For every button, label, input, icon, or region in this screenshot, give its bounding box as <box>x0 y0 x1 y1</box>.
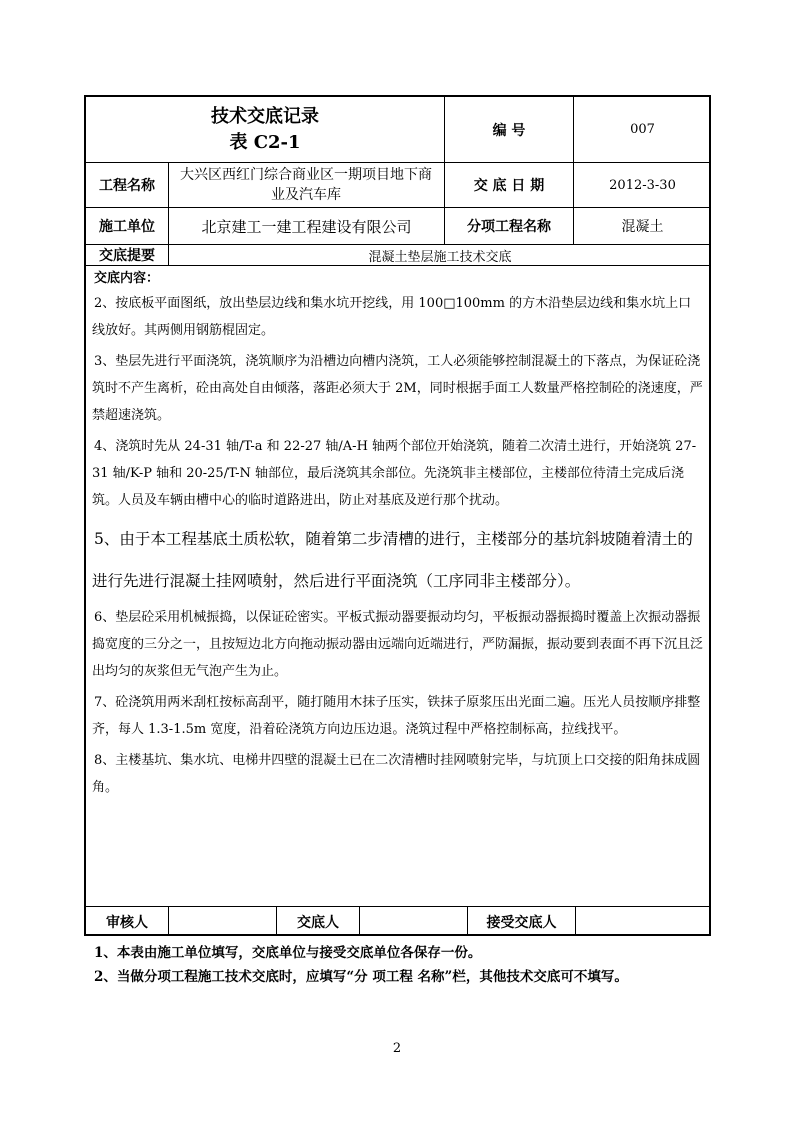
content-paragraph: 3、垫层先进行平面浇筑，浇筑顺序为沿槽边向槽内浇筑，工人必须能够控制混凝土的下落点，为保证砼浇筑时不产生离析，砼由高处自由倾落，落距必须大于 2M，同时根据手面工人数量严格控制砼的浇速度，严禁超速浇筑。 <box>92 354 703 423</box>
row-divider <box>86 265 709 266</box>
content-heading: 交底内容： <box>94 271 160 286</box>
form-title <box>86 97 444 162</box>
note-item: 2、当做分项工程施工技术交底时，应填写“分 项工程 名称”栏，其他技术交底可不填写。 <box>94 969 628 985</box>
page-number: 2 <box>392 1041 402 1056</box>
content-paragraph: 2、按底板平面图纸，放出垫层边线和集水坑开挖线，用 100□100mm 的方木沿垫层边线和集水坑上口线放好。其两侧用钢筋棍固定。 <box>92 296 692 338</box>
content-paragraph: 8、主楼基坑、集水坑、电梯井四壁的混凝土已在二次清槽时挂网喷射完毕，与坑顶上口交接的阳角抹成圆角。 <box>92 753 701 795</box>
form-notes <box>94 941 714 989</box>
receiver-signature-field <box>576 907 711 936</box>
summary-label: 交底提要 <box>99 248 155 264</box>
project-name-label: 工程名称 <box>99 178 155 194</box>
disclosure-form <box>84 95 711 936</box>
contractor-label: 施工单位 <box>99 219 155 235</box>
content-paragraph: 4、浇筑时先从 24-31 轴/T-a 和 22-27 轴/A-H 轴两个部位开始浇筑，随着二次清土进行，开始浇筑 27-31 轴/K-P 轴和 20-25/T-N 轴部位，最后浇筑其余部位。先浇筑非主楼部位，主楼部位待清土完成后浇筑。人员及车辆由槽中心的临时道路进出，防止对基底及逆行那个扰动。 <box>92 439 697 508</box>
note-item: 1、本表由施工单位填写，交底单位与接受交底单位各保存一份。 <box>94 945 482 961</box>
form-title-main: 技术交底记录 <box>211 105 319 127</box>
subitem-value: 混凝土 <box>621 219 664 235</box>
number-value: 007 <box>630 122 655 137</box>
project-name-value: 大兴区西红门综合商业区一期项目地下商业及汽车库 <box>180 167 432 203</box>
date-label: 交 底 日 期 <box>473 178 545 194</box>
content-paragraph: 7、砼浇筑用两米刮杠按标高刮平，随打随用木抹子压实，铁抹子原浆压出光面二遍。压光人员按顺序排整齐，每人 1.3-1.5m 宽度，沿着砼浇筑方向边压边退。浇筑过程中严格控制标高，拉线找平。 <box>92 695 701 737</box>
summary-value: 混凝土垫层施工技术交底 <box>368 249 512 265</box>
form-title-code: 表 C2-1 <box>229 131 301 153</box>
date-value: 2012-3-30 <box>609 177 676 193</box>
contractor-value: 北京建工一建工程建设有限公司 <box>201 217 412 236</box>
content-paragraph: 5、由于本工程基底土质松软，随着第二步清槽的进行，主楼部分的基坑斜坡随着清土的进行先进行混凝土挂网喷射，然后进行平面浇筑（工序同非主楼部分）。 <box>92 530 693 590</box>
number-label: 编 号 <box>492 122 526 139</box>
subitem-label: 分项工程名称 <box>467 219 551 235</box>
discloser-signature-field <box>360 907 467 936</box>
reviewer-signature-field <box>169 907 276 936</box>
discloser-label: 交底人 <box>297 914 339 931</box>
content-paragraph: 6、垫层砼采用机械振捣，以保证砼密实。平板式振动器要振动均匀，平板振动器振捣时覆盖上次振动器振捣宽度的三分之一，且按短边北方向拖动振动器由远端向近端进行，严防漏振，振动要到表面不再下沉且泛出均匀的灰浆但无气泡产生为止。 <box>92 610 704 679</box>
receiver-label: 接受交底人 <box>486 914 557 931</box>
disclosure-content <box>92 270 703 902</box>
reviewer-label: 审核人 <box>106 914 148 931</box>
